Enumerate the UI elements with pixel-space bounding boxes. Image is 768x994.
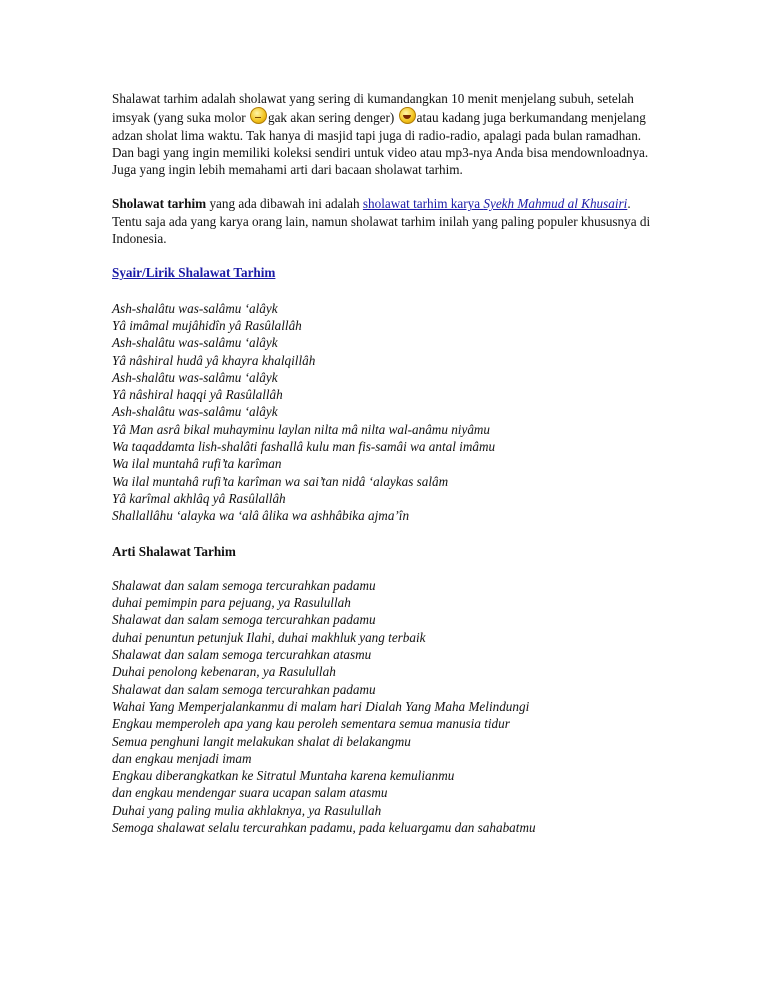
meaning-line: Semoga shalawat selalu tercurahkan padamu, pada keluargamu dan sahabatmu bbox=[112, 819, 536, 835]
lyrics-line: Yâ imâmal mujâhidîn yâ Rasûlallâh bbox=[112, 317, 302, 333]
source-paragraph bbox=[112, 195, 660, 247]
lyrics-line: Ash-shalâtu was-salâmu ‘alâyk bbox=[112, 335, 278, 351]
intro-text-1: Shalawat tarhim adalah sholawat yang sering di kumandangkan 10 menit menjelang subuh, setelah imsyak (yang suka molor bbox=[112, 91, 634, 126]
meaning-line: Duhai yang paling mulia akhlaknya, ya Rasulullah bbox=[112, 802, 382, 818]
lyrics-line: Yâ Man asrâ bikal muhayminu laylan nilta mâ nilta wal-anâmu niyâmu bbox=[112, 421, 491, 437]
meaning-block bbox=[112, 577, 660, 836]
meaning-line: Engkau memperoleh apa yang kau peroleh sementara semua manusia tidur bbox=[112, 716, 510, 732]
source-bold: Sholawat tarhim bbox=[112, 196, 207, 212]
meaning-line: dan engkau mendengar suara ucapan salam atasmu bbox=[112, 785, 388, 801]
meaning-line: Shalawat dan salam semoga tercurahkan padamu bbox=[112, 577, 376, 593]
intro-text-3: atau kadang juga berkumandang menjelang adzan sholat lima waktu. Tak hanya di masjid tapi juga di radio-radio, apalagi pada bulan ramadhan. Dan bagi yang ingin memiliki koleksi sendiri untuk video atau mp3-nya Anda bisa mendownloadnya. Juga yang ingin lebih memahami arti dari bacaan sholawat tarhim. bbox=[112, 110, 649, 178]
meaning-line: dan engkau menjadi imam bbox=[112, 750, 252, 766]
lyrics-line: Yâ nâshiral haqqi yâ Rasûlallâh bbox=[112, 387, 283, 403]
lyrics-line: Ash-shalâtu was-salâmu ‘alâyk bbox=[112, 369, 278, 385]
meaning-line: duhai penuntun petunjuk Ilahi, duhai makhluk yang terbaik bbox=[112, 629, 426, 645]
meaning-line: Wahai Yang Memperjalankanmu di malam hari Dialah Yang Maha Melindungi bbox=[112, 698, 530, 714]
document-body bbox=[112, 90, 660, 836]
meaning-line: Shalawat dan salam semoga tercurahkan atasmu bbox=[112, 647, 372, 663]
lyrics-line: Ash-shalâtu was-salâmu ‘alâyk bbox=[112, 404, 278, 420]
meaning-line: Duhai penolong kebenaran, ya Rasulullah bbox=[112, 664, 336, 680]
lyrics-line: Ash-shalâtu was-salâmu ‘alâyk bbox=[112, 300, 278, 316]
source-link[interactable]: sholawat tarhim karya Syekh Mahmud al Khusairi bbox=[362, 196, 628, 212]
intro-text-2: gak akan sering denger) bbox=[267, 110, 398, 126]
meaning-line: Engkau diberangkatkan ke Sitratul Muntaha karena kemulianmu bbox=[112, 768, 455, 784]
sleepy-face-icon bbox=[250, 107, 267, 124]
lyrics-line: Yâ karîmal akhlâq yâ Rasûlallâh bbox=[112, 490, 286, 506]
meaning-line: Semua penghuni langit melakukan shalat di belakangmu bbox=[112, 733, 411, 749]
lyrics-line: Wa ilal muntahâ rufi’ta karîman wa sai’tan nidâ ‘alaykas salâm bbox=[112, 473, 449, 489]
meaning-line: Shalawat dan salam semoga tercurahkan padamu bbox=[112, 681, 376, 697]
lyrics-line: Wa taqaddamta lish-shalâti fashallâ kulu man fis-samâi wa antal imâmu bbox=[112, 439, 496, 455]
lyrics-line: Yâ nâshiral hudâ yâ khayra khalqillâh bbox=[112, 352, 316, 368]
lyrics-block bbox=[112, 300, 660, 525]
meaning-heading: Arti Shalawat Tarhim bbox=[112, 543, 236, 559]
laughing-face-icon bbox=[399, 107, 416, 124]
lyrics-heading-link[interactable]: Syair/Lirik Shalawat Tarhim bbox=[112, 265, 276, 281]
meaning-line: duhai pemimpin para pejuang, ya Rasulullah bbox=[112, 595, 351, 611]
source-text-2: . Tentu saja ada yang karya orang lain, namun sholawat tarhim inilah yang paling populer khususnya di Indonesia. bbox=[112, 196, 651, 247]
intro-paragraph bbox=[112, 90, 660, 178]
lyrics-line: Shallallâhu ‘alayka wa ‘alâ âlika wa ashhâbika ajma’în bbox=[112, 508, 410, 524]
source-text-1: yang ada dibawah ini adalah bbox=[206, 196, 363, 212]
lyrics-line: Wa ilal muntahâ rufi’ta karîman bbox=[112, 456, 282, 472]
meaning-line: Shalawat dan salam semoga tercurahkan padamu bbox=[112, 612, 376, 628]
